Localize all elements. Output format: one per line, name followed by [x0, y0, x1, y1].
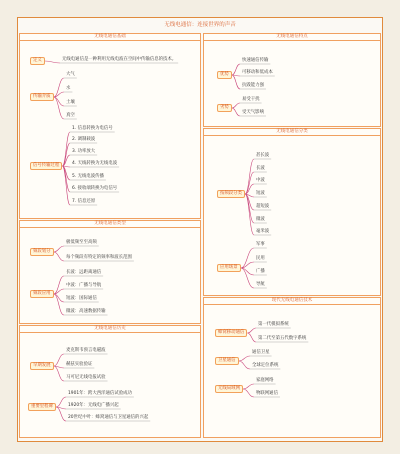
- section-types-header: 无线电通信类型: [19, 220, 201, 228]
- node-early-item: 赫兹实验验证: [66, 362, 93, 367]
- node-mobile-item: 第二代至第五代数字系统: [258, 336, 307, 341]
- section-basic-header: 无线电通信基础: [19, 33, 201, 41]
- node-pros-item: 可移动和低成本: [242, 70, 273, 75]
- node-milestone-item: 1901年：跨大西洋通信试验成功: [68, 391, 132, 396]
- node-flow-label: 信号传输过程: [30, 162, 62, 170]
- node-milestone-item: 20世纪中叶：蜂窝通信与卫星通信的兴起: [68, 415, 149, 420]
- node-band-usage-label: 频段应用: [30, 290, 54, 298]
- node-flow-item: 4. 天线转换为无线电波: [72, 161, 118, 166]
- node-byuse-item: 民用: [256, 256, 265, 261]
- section-types: [19, 220, 201, 324]
- node-cons-label: 劣势: [217, 104, 232, 112]
- section-features: [203, 33, 381, 127]
- node-band-item: 极低频至至高频: [66, 240, 97, 245]
- node-flow-item: 1. 信息转换为电信号: [72, 126, 113, 131]
- node-sat-item: 通信卫星: [252, 350, 270, 355]
- node-flow-item: 5. 无线电波传播: [72, 174, 104, 179]
- node-byfreq-item: 微波: [256, 217, 265, 222]
- node-medium-item: 土壤: [66, 100, 75, 105]
- node-byfreq-item: 毫米波: [256, 229, 270, 234]
- section-features-header: 无线电通信特点: [203, 33, 381, 41]
- node-milestone-item: 1920年：无线电广播兴起: [68, 403, 119, 408]
- node-milestone-label: 重要里程碑: [28, 403, 56, 411]
- node-byfreq-item: 中波: [256, 178, 265, 183]
- node-definition-label: 定义: [30, 57, 45, 65]
- section-modern: [203, 297, 381, 438]
- node-band-label: 频段划分: [30, 248, 54, 256]
- section-history-header: 无线电通信历史: [19, 325, 201, 333]
- node-pros-item: 抗毁能力强: [242, 83, 264, 88]
- section-modern-header: 现代无线电通信技术: [203, 297, 381, 305]
- node-lan-item: 物联网通信: [256, 391, 278, 396]
- node-sat-item: 全球定位系统: [252, 363, 279, 368]
- node-cons-item: 易受干扰: [242, 97, 260, 102]
- node-mobile-label: 蜂窝移动通信: [215, 329, 247, 337]
- node-medium-item: 水: [66, 86, 71, 91]
- node-band-usage-item: 中波：广播与导航: [66, 283, 102, 288]
- node-byfreq-label: 按频段分类: [217, 190, 245, 198]
- node-band-item: 每个频段有特定的频率和波长范围: [66, 255, 132, 260]
- node-lan-item: 家庭网络: [256, 378, 274, 383]
- page-title: 无线电通信：连接世界的声音: [164, 22, 236, 28]
- node-flow-item: 6. 接收端转换为电信号: [72, 186, 118, 191]
- node-early-label: 早期发展: [30, 362, 54, 370]
- node-medium-label: 传输介质: [30, 93, 54, 101]
- node-byuse-item: 导航: [256, 282, 265, 287]
- node-byfreq-item: 甚长波: [256, 153, 270, 158]
- node-lan-label: 无线局域网: [215, 385, 243, 393]
- node-sat-label: 卫星通信: [215, 357, 239, 365]
- node-byfreq-item: 超短波: [256, 204, 270, 209]
- node-flow-item: 2. 调制载波: [72, 137, 96, 142]
- node-mobile-item: 第一代模拟系统: [258, 322, 289, 327]
- node-byuse-item: 军事: [256, 242, 265, 247]
- node-cons-item: 受天气影响: [242, 110, 264, 115]
- node-band-usage-item: 长波：远距离通信: [66, 270, 102, 275]
- node-flow-item: 7. 信息还原: [72, 199, 96, 204]
- node-band-usage-item: 短波：国际通信: [66, 296, 97, 301]
- section-history: [19, 325, 201, 438]
- node-flow-item: 3. 功率放大: [72, 149, 96, 154]
- node-pros-item: 快速通信传输: [242, 58, 269, 63]
- node-medium-item: 真空: [66, 113, 75, 118]
- node-byuse-label: 应用场景: [217, 264, 241, 272]
- node-band-usage-item: 微波：高速数据传输: [66, 309, 106, 314]
- node-byfreq-item: 短波: [256, 191, 265, 196]
- node-early-item: 马可尼无线电报试验: [66, 375, 106, 380]
- node-byfreq-item: 长波: [256, 166, 265, 171]
- node-early-item: 麦克斯韦预言电磁波: [66, 348, 106, 353]
- node-medium-item: 大气: [66, 72, 75, 77]
- node-byuse-item: 广播: [256, 269, 265, 274]
- node-definition-text: 无线电通信是一种利用无线电波在空间中传输信息的技术。: [62, 57, 177, 62]
- node-pros-label: 优势: [217, 71, 232, 79]
- section-classify-header: 无线电通信分类: [203, 128, 381, 136]
